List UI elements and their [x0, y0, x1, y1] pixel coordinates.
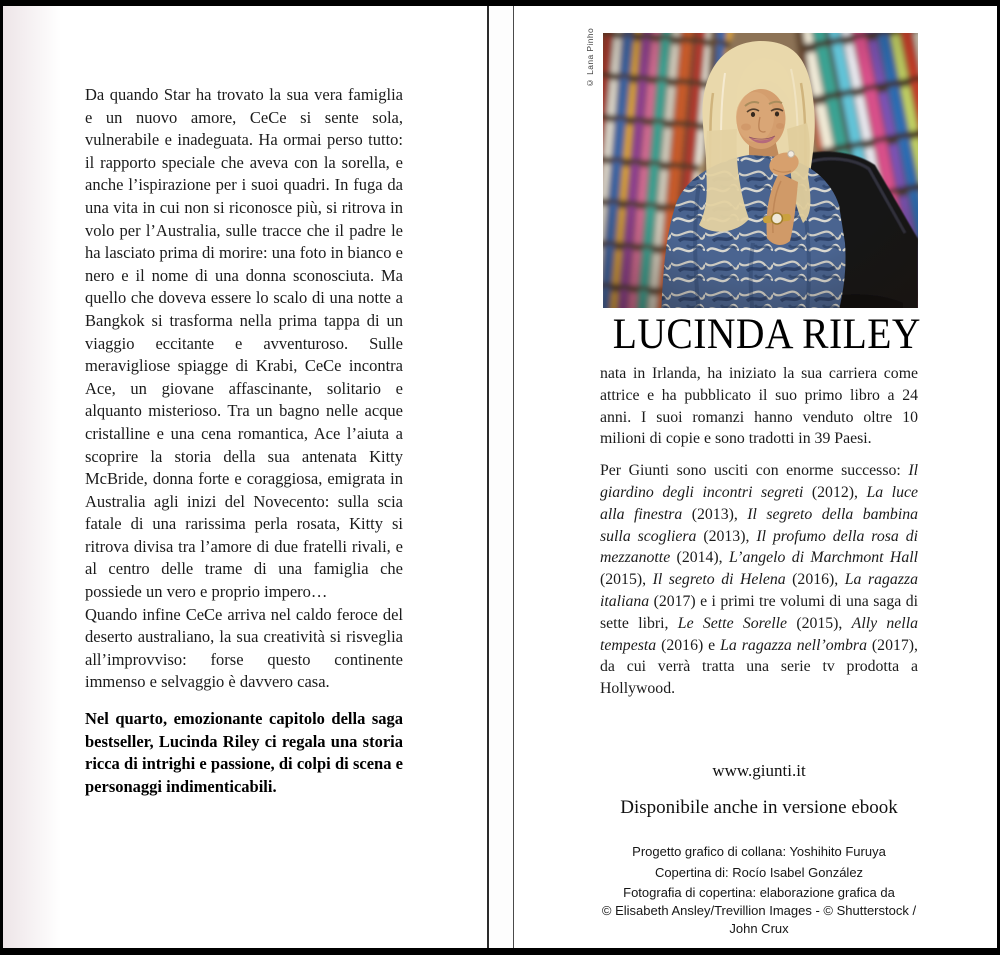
cover-photo-credit-line1: Fotografia di copertina: elaborazione grafica da	[623, 885, 895, 900]
series-design-credit: Progetto grafico di collana: Yoshihito Furuya	[632, 844, 886, 859]
author-bio-intro: nata in Irlanda, ha iniziato la sua carriera come attrice e ha pubblicato il suo primo libro a 24 anni. I suoi romanzi hanno venduto oltre 10 milioni di copie e sono tradotti in 39 Paesi.	[600, 365, 918, 448]
frame-border-top	[0, 0, 1000, 6]
author-photo	[603, 33, 918, 308]
spine-line-right	[513, 6, 514, 948]
author-name-heading: LUCINDA RILEY	[612, 311, 921, 358]
publisher-website: www.giunti.it	[712, 761, 806, 780]
frame-border-left	[0, 0, 3, 955]
blurb-paragraph-1: Da quando Star ha trovato la sua vera famiglia e un nuovo amore, CeCe si sente sola, vulnerabile e inadeguata. Ha ormai perso tutto: il rapporto speciale che aveva con la sorella, e anche l’ispirazione per i suoi quadri. In fuga da una vita in cui non si riconosce più, si ritrova in volo per l’Australia, sulle tracce che il padre le ha lasciato prima di morire: una foto in bianco e nero e il nome di una donna sconosciuta. Ma quello che doveva essere lo scalo di una notte a Bangkok si trasforma nella prima tappa di un viaggio eccitante e avventuroso. Sulle meravigliose spiagge di Krabi, CeCe incontra Ace, un giovane affascinante, solitario e alquanto misterioso. Tra un bagno nelle acque cristalline e una cena romantica, Ace l’aiuta a scoprire la storia della sua antenata Kitty McBride, donna forte e coraggiosa, emigrata in Australia agli inizi del Novecento: sulla scia fatale di una rarissima perla rosata, Kitty si ritrova divisa tra l’amore di due fratelli rivali, e al centro delle trame di una famiglia che possiede un vero e proprio impero…	[85, 85, 403, 602]
author-column	[600, 311, 921, 700]
left-page-curl-shadow	[3, 6, 61, 948]
cover-photo-credit-line2: © Elisabeth Ansley/Trevillion Images - © Shutterstock / John Crux	[601, 903, 917, 936]
spine-line-left	[487, 6, 489, 948]
blurb-paragraph-2: Quando infine CeCe arriva nel caldo feroce del deserto australiano, la sua creatività si risveglia all’improvviso: forse questo continente immenso e selvaggio è davvero casa.	[85, 604, 403, 692]
photo-credit-vertical: © Lana Pinho	[585, 27, 595, 88]
book-blurb	[85, 84, 403, 798]
photo-credits	[600, 884, 918, 938]
spine-gap	[489, 6, 513, 948]
author-photo-illustration	[603, 33, 918, 308]
photo-vignette	[603, 33, 918, 308]
blurb-highlight-paragraph: Nel quarto, emozionante capitolo della saga bestseller, Lucinda Riley ci regala una storia ricca di intrighi e passione, di colpi di scena e personaggi indimenticabili.	[85, 709, 403, 796]
ebook-availability-note: Disponibile anche in versione ebook	[620, 797, 898, 818]
cover-design-credit: Copertina di: Rocío Isabel González	[654, 865, 864, 880]
author-bio-books: Per Giunti sono usciti con enorme successo: Il giardino degli incontri segreti (2012), La luce alla finestra (2013), Il segreto della bambina sulla scogliera (2013), Il profumo della rosa di mezzanotte (2014), L’angelo di Marchmont Hall (2015), Il segreto di Helena (2016), La ragazza italiana (2017) e i primi tre volumi di una saga di sette libri, Le Sette Sorelle (2015), Ally nella tempesta (2016) e La ragazza nell’ombra (2017), da cui verrà tratta una serie tv prodotta a Hollywood.	[600, 462, 919, 698]
design-credits	[600, 841, 918, 883]
frame-border-bottom	[0, 948, 1000, 955]
